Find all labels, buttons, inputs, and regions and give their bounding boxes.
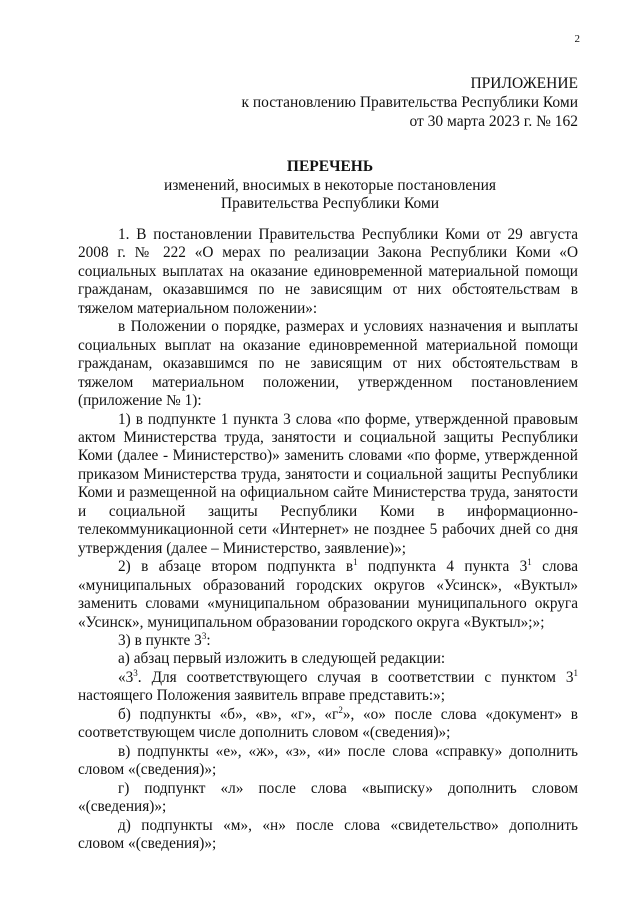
paragraph-10: г) подпункт «л» после слова «выписку» дополнить словом «(сведения)»; (78, 779, 578, 816)
appendix-resolution: к постановлению Правительства Республики Коми (241, 94, 578, 111)
appendix-label: ПРИЛОЖЕНИЕ (470, 75, 578, 92)
title-heading: ПЕРЕЧЕНЬ (286, 158, 374, 175)
paragraph-5: 3) в пункте $3^3$: (118, 630, 211, 649)
paragraph-4: 2) в абзаце втором подпункта $в^1$ подпункта 4 пункта $3^1$ слова «муниципальных образований городских округов «Усинск», «Вуктыл» заменить словами «муниципальном образовании муниципального округа «Усинск», муниципальном образовании городского округа «Вуктыл»;»; (78, 557, 578, 631)
paragraph-11: д) подпункты «м», «н» после слова «свидетельство» дополнить словом «(сведения)»; (78, 816, 578, 852)
paragraph-1: 1. В постановлении Правительства Республики Коми от 29 августа 2008 г. № 222 «О мерах по реализации Закона Республики Коми «О социальных выплатах на оказание единовременной материальной помощи гражданам, оказавшимся по не зависящим от них обстоятельствам в тяжелом материальном положении»: (78, 226, 578, 317)
appendix-header (241, 74, 578, 131)
paragraph-2: в Положении о порядке, размерах и условиях назначения и выплаты социальных выплат на оказание единовременной материальной помощи гражданам, оказавшимся по не зависящим от них обстоятельствам в тяжелом материальном положении, утвержденном постановлением (приложение № 1): (78, 318, 578, 410)
paragraph-3: 1) в подпункте 1 пункта 3 слова «по форме, утвержденной правовым актом Министерства труда, занятости и социальной защиты Республики Коми (далее - Министерство)» заменить словами «по форме, утвержденной приказом Министерства труда, занятости и социальной защиты Республики Коми и размещенной на официальном сайте Министерства труда, занятости и социальной защиты Республики Коми в информационно-телекоммуникационной сети «Интернет» не позднее 5 рабочих дней со дня утверждения (далее – Министерство, заявление)»; (78, 410, 578, 557)
document-body (78, 226, 578, 853)
paragraph-8: б) подпункты «б», «в», «г», «$г^2$», «о» после слова «документ» в соответствующем числе дополнить словом «(сведения)»; (78, 704, 578, 742)
paragraph-7: «$3^3$. Для соответствующего случая в соответствии с пунктом $3^1$ настоящего Положения заявитель вправе представить:»; (78, 667, 578, 705)
page-number: 2 (574, 33, 580, 45)
paragraph-9: в) подпункты «е», «ж», «з», «и» после слова «справку» дополнить словом «(сведения)»; (78, 742, 578, 779)
appendix-date: от 30 марта 2023 г. № 162 (409, 113, 578, 130)
title-subtitle-line1: изменений, вносимых в некоторые постановления (163, 176, 496, 194)
document-title (0, 158, 640, 214)
paragraph-6: а) абзац первый изложить в следующей редакции: (118, 650, 446, 668)
title-subtitle-line2: Правительства Республики Коми (220, 195, 440, 212)
